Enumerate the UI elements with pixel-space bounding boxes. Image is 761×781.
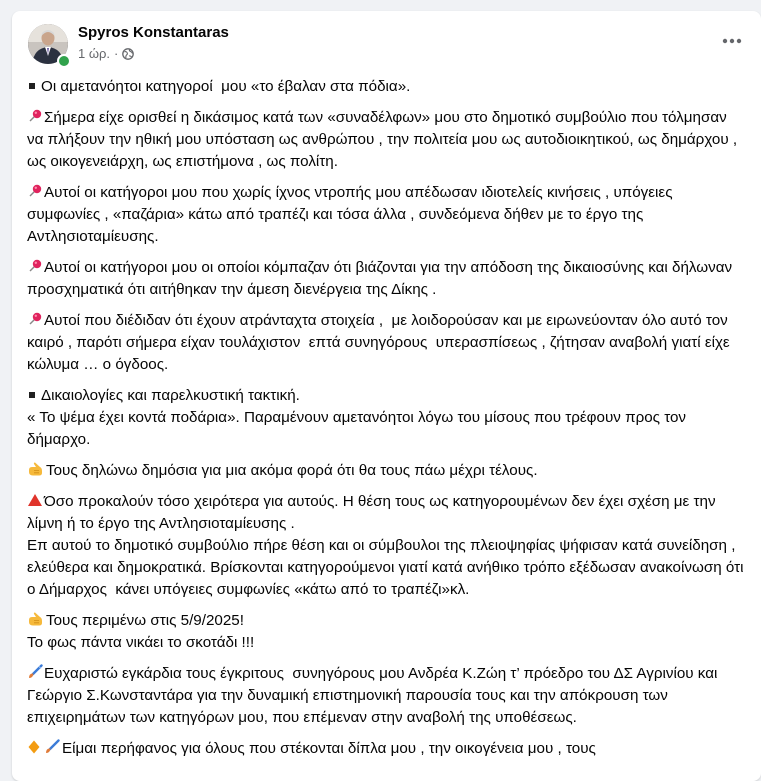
paragraph-text: Είμαι περήφανος για όλους που στέκονται δίπλα μου , την οικογένεια μου , τους [62, 740, 596, 757]
paragraph-line [27, 738, 747, 760]
paragraph-text: Αυτοί που διέδιδαν ότι έχουν ατράνταχτα στοιχεία , με λοιδορούσαν και με ειρωνεύονταν όλο αυτό τον καιρό , παρότι σήμερα είχαν τουλάχιστον επτά συνηγόρους υπερασπίσεως , ζήτησαν αναβολή γιατί είχε κώλυμα … ο όγδοος. [27, 312, 734, 373]
post-paragraph [27, 76, 747, 98]
pushpin-icon [27, 183, 43, 199]
paragraph-text: Τους περιμένω στις 5/9/2025! [46, 612, 244, 629]
pushpin-icon [27, 311, 43, 327]
post-paragraph [27, 182, 747, 248]
post-paragraph [27, 460, 747, 482]
paragraph-line [27, 385, 747, 407]
meta-separator: · [114, 46, 119, 61]
paragraph-text: Όσο προκαλούν τόσο χειρότερα για αυτούς. Η θέση τους ως κατηγορουμένων δεν έχει σχέση με την λίμνη ή το έργο της Αντλησιοταμίευσης . [27, 493, 720, 532]
paragraph-line [27, 460, 747, 482]
paragraph-text: Ευχαριστώ εγκάρδια τους έγκριτους συνηγόρους μου Ανδρέα Κ.Ζώη τ’ πρόεδρο του ΔΣ Αγρινίου και Γεώργιο Σ.Κωνσταντάρα για την δυναμική επιστημονική παρουσία τους και την απόκρουση των επιχειρημάτων των κατηγόρων μου, που επέμεναν στην αναβολή της υποθέσεως. [27, 665, 722, 726]
paragraph-line [27, 663, 747, 729]
paragraph-text: Αυτοί οι κατήγοροι μου που χωρίς ίχνος ντροπής μου απέδωσαν ιδιοτελείς κινήσεις , υπόγειες συμφωνίες , «παζάρια» κάτω από τραπέζι και τόσα άλλα , συνδεόμενα δήθεν με το έργο της Αντλησιοταμίευσης. [27, 184, 677, 245]
black-square-icon [29, 392, 35, 398]
post-paragraph [27, 663, 747, 729]
post-paragraph [27, 107, 747, 173]
pushpin-icon [27, 108, 43, 124]
post-paragraph [27, 491, 747, 601]
paragraph-text: Σήμερα είχε ορισθεί η δικάσιμος κατά των «συναδέλφων» μου στο δημοτικό συμβούλιο που τόλμησαν να πλήξουν την ηθική μου υπόσταση ως ανθρώπου , την πολιτεία μου ως αυτοδιοικητικού, ως δημάρχου , ως οικογενειάρχη, ως επιστήμονα , ως πολίτη. [27, 109, 742, 170]
paragraph-line [27, 107, 747, 173]
red-triangle-icon [27, 492, 43, 508]
pushpin-icon [27, 258, 43, 274]
pointing-hand-icon [27, 611, 45, 627]
paragraph-line [27, 407, 747, 451]
post-paragraph [27, 385, 747, 451]
post-paragraph [27, 310, 747, 376]
paragraph-text: Οι αμετανόητοι κατηγοροί μου «το έβαλαν στα πόδια». [41, 78, 411, 95]
paragraph-text: Επ αυτού το δημοτικό συμβούλιο πήρε θέση και οι σύμβουλοι της πλειοψηφίας ψήφισαν κατά συνείδηση , ελεύθερα και δημοκρατικά. Βρίσκονται κατηγορούμενοι γιατί κατά ανήθικο τρόπο εξέδωσαν ανακοίνωση ότι ο Δήμαρχος κάνει υπόγειες συμφωνίες «κάτω από το τραπέζι»κλ. [27, 537, 748, 598]
post-card [12, 11, 761, 781]
diamond-brush-icon [27, 739, 61, 755]
black-square-icon [29, 83, 35, 89]
post-body [27, 76, 747, 769]
more-options-icon [722, 38, 742, 44]
paragraph-line [27, 491, 747, 535]
pointing-hand-icon [27, 461, 45, 477]
post-paragraph [27, 738, 747, 760]
paragraph-line [27, 310, 747, 376]
paragraph-text: Τους δηλώνω δημόσια για μια ακόμα φορά ότι θα τους πάω μέχρι τέλους. [46, 462, 538, 479]
paragraph-text: « Το ψέμα έχει κοντά ποδάρια». Παραμένουν αμετανόητοι λόγω του μίσους που τρέφουν προς τον δήμαρχο. [27, 409, 691, 448]
post-paragraph [27, 257, 747, 301]
paragraph-text: Αυτοί οι κατήγοροι μου οι οποίοι κόμπαζαν ότι βιάζονται για την απόδοση της δικαιοσύνης και δήλωναν προσχηματικά ότι αιτήθηκαν την άμεση διενέργεια της Δίκης . [27, 259, 737, 298]
paragraph-line [27, 632, 747, 654]
paragraph-text: Το φως πάντα νικάει το σκοτάδι !!! [27, 634, 255, 651]
post-time[interactable]: 1 ώρ. [78, 46, 110, 61]
paragraph-line [27, 182, 747, 248]
paragraph-line [27, 76, 747, 98]
online-status-dot [57, 54, 71, 68]
post-paragraph [27, 610, 747, 654]
paragraph-line [27, 535, 747, 601]
post-meta [78, 46, 134, 61]
more-options-button[interactable] [717, 29, 747, 53]
post-header [12, 11, 761, 75]
author-name[interactable]: Spyros Konstantaras [78, 24, 229, 41]
paragraph-line [27, 257, 747, 301]
paintbrush-icon [27, 664, 43, 680]
globe-icon[interactable] [122, 48, 134, 60]
paragraph-text: Δικαιολογίες και παρελκυστική τακτική. [41, 387, 300, 404]
paragraph-line [27, 610, 747, 632]
